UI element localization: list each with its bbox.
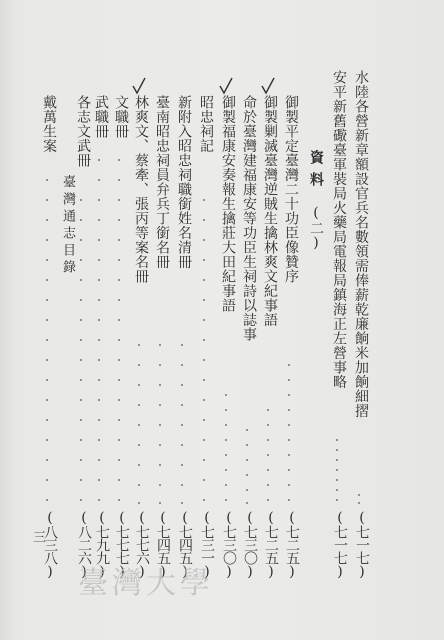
entry-page: (七三〇): [221, 510, 237, 579]
entry-page: (八二六): [76, 510, 92, 579]
entry-page: (七一七): [354, 510, 370, 579]
entry-title: 御製剿滅臺灣逆賊生擒林爽文紀事語: [262, 95, 278, 327]
entry-title: 安平新舊礮臺軍裝局火藥局電報局鎮海正左營事略: [331, 70, 347, 389]
entry-page: (七七七): [114, 510, 130, 579]
entry-title: 水陸各營新章額設官兵名數領需俸薪乾廉餉米加餉細摺: [353, 70, 369, 418]
page-folio: 三: [30, 530, 45, 543]
entry-page: (七二五): [284, 510, 300, 579]
entry-title: 昭忠祠記: [198, 95, 214, 153]
entry-title: 林爽文、蔡牽、張丙等案名冊: [133, 95, 149, 284]
library-watermark: 臺灣大學: [78, 566, 214, 601]
entry-page: (七三〇): [242, 510, 258, 579]
entry-title: 新附入昭忠祠職銜姓名清冊: [176, 95, 192, 269]
entry-page: (七七六): [134, 510, 150, 579]
section-number: (二): [308, 205, 324, 251]
check-mark-icon: [131, 76, 147, 96]
entry-page: (七一七): [332, 510, 348, 579]
entry-title: 御製福康安奏報生擒莊大田紀事語: [220, 95, 236, 313]
check-mark-icon: [260, 76, 276, 96]
entry-title: 文職冊: [113, 95, 129, 139]
entry-page: (七二五): [263, 510, 279, 579]
entry-page: (七四五): [155, 510, 171, 579]
entry-page: (七四五): [177, 510, 193, 579]
section-heading: 資料: [308, 150, 324, 194]
entry-page: (八三八): [42, 510, 58, 579]
entry-page: (七九九): [94, 510, 110, 579]
entry-title: 武職冊: [93, 95, 109, 139]
entry-title: 戴萬生案: [41, 95, 57, 153]
check-mark-icon: [218, 76, 234, 96]
entry-title: 臺南昭忠祠員弁兵丁銜名冊: [154, 95, 170, 269]
entry-title: 御製平定臺灣二十功臣像贊序: [283, 95, 299, 284]
entry-page: (七三一): [199, 510, 215, 579]
entry-title: 各志文武冊: [75, 95, 91, 168]
running-header: 臺灣通志目錄: [60, 175, 75, 277]
entry-title: 命於臺灣建福康安等功臣生祠詩以誌事: [241, 95, 257, 342]
